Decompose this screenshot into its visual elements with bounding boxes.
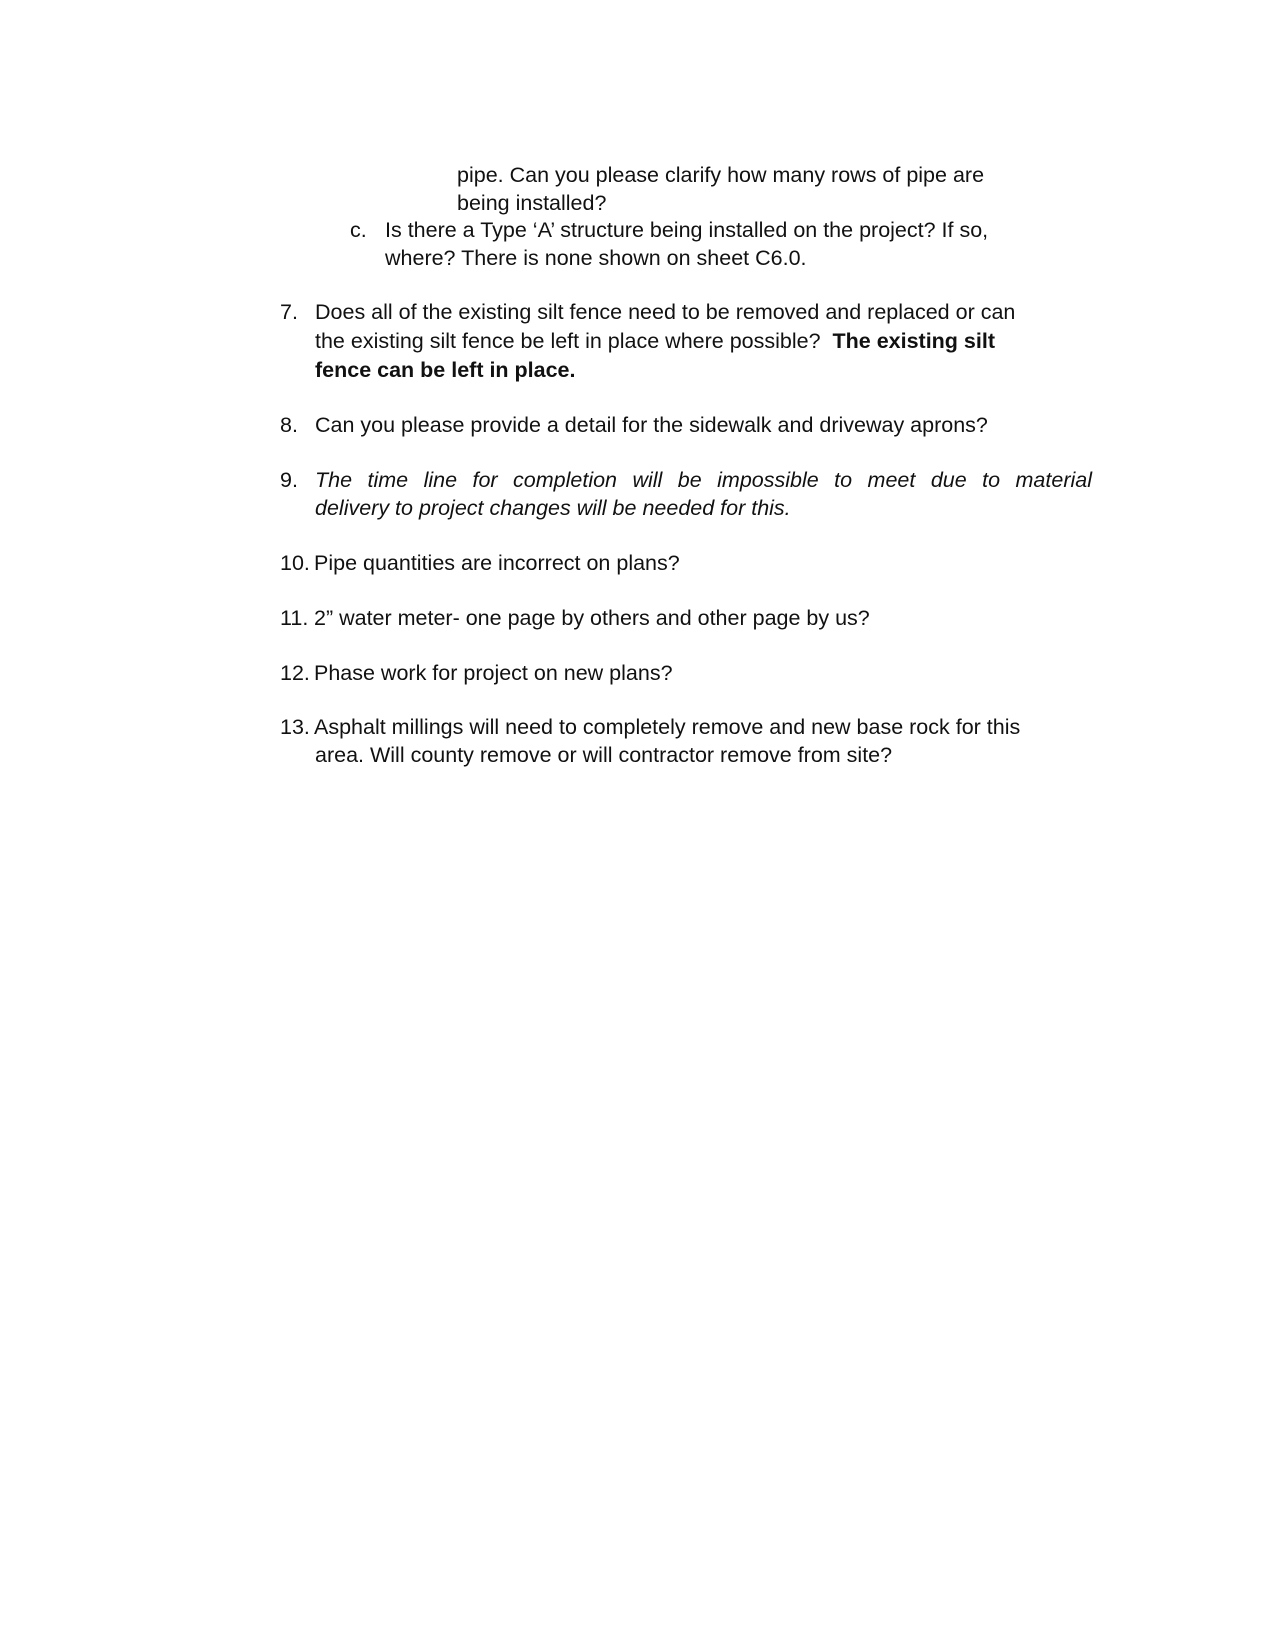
item-number: 8. [280, 413, 298, 437]
item-13-line-2: area. Will county remove or will contractor remove from site? [315, 743, 893, 767]
sub-item-c-line-2: where? There is none shown on sheet C6.0. [385, 246, 807, 270]
item-7-answer: The existing silt [832, 329, 995, 353]
sub-item-c-line-1: Is there a Type ‘A’ structure being installed on the project? If so, [385, 218, 989, 242]
item-number: 9. [280, 468, 298, 492]
continuation-line-1: pipe. Can you please clarify how many rows of pipe are [457, 163, 985, 187]
item-number: 12. [280, 661, 310, 685]
item-13-line-1: Asphalt millings will need to completely remove and new base rock for this [314, 715, 1021, 739]
continuation-line-2: being installed? [457, 191, 607, 215]
sub-item-marker: c. [350, 218, 367, 242]
item-number: 13. [280, 715, 310, 739]
item-number: 10. [280, 551, 310, 575]
item-12-line-1: Phase work for project on new plans? [314, 661, 673, 685]
item-7-line-1: Does all of the existing silt fence need to be removed and replaced or can [315, 300, 1016, 324]
item-7-answer-line: fence can be left in place. [315, 358, 576, 382]
item-number: 11. [280, 606, 309, 630]
item-7-line-2 [315, 327, 995, 355]
item-9-line-2: delivery to project changes will be needed for this. [315, 496, 791, 520]
item-9-line-1: The time line for completion will be impossible to meet due to material [315, 468, 1092, 492]
item-8-line-1: Can you please provide a detail for the sidewalk and driveway aprons? [315, 413, 988, 437]
item-10-line-1: Pipe quantities are incorrect on plans? [314, 551, 680, 575]
item-7-question: the existing silt fence be left in place where possible? [315, 329, 821, 353]
item-number: 7. [280, 300, 298, 324]
item-11-line-1: 2” water meter- one page by others and other page by us? [314, 606, 870, 630]
